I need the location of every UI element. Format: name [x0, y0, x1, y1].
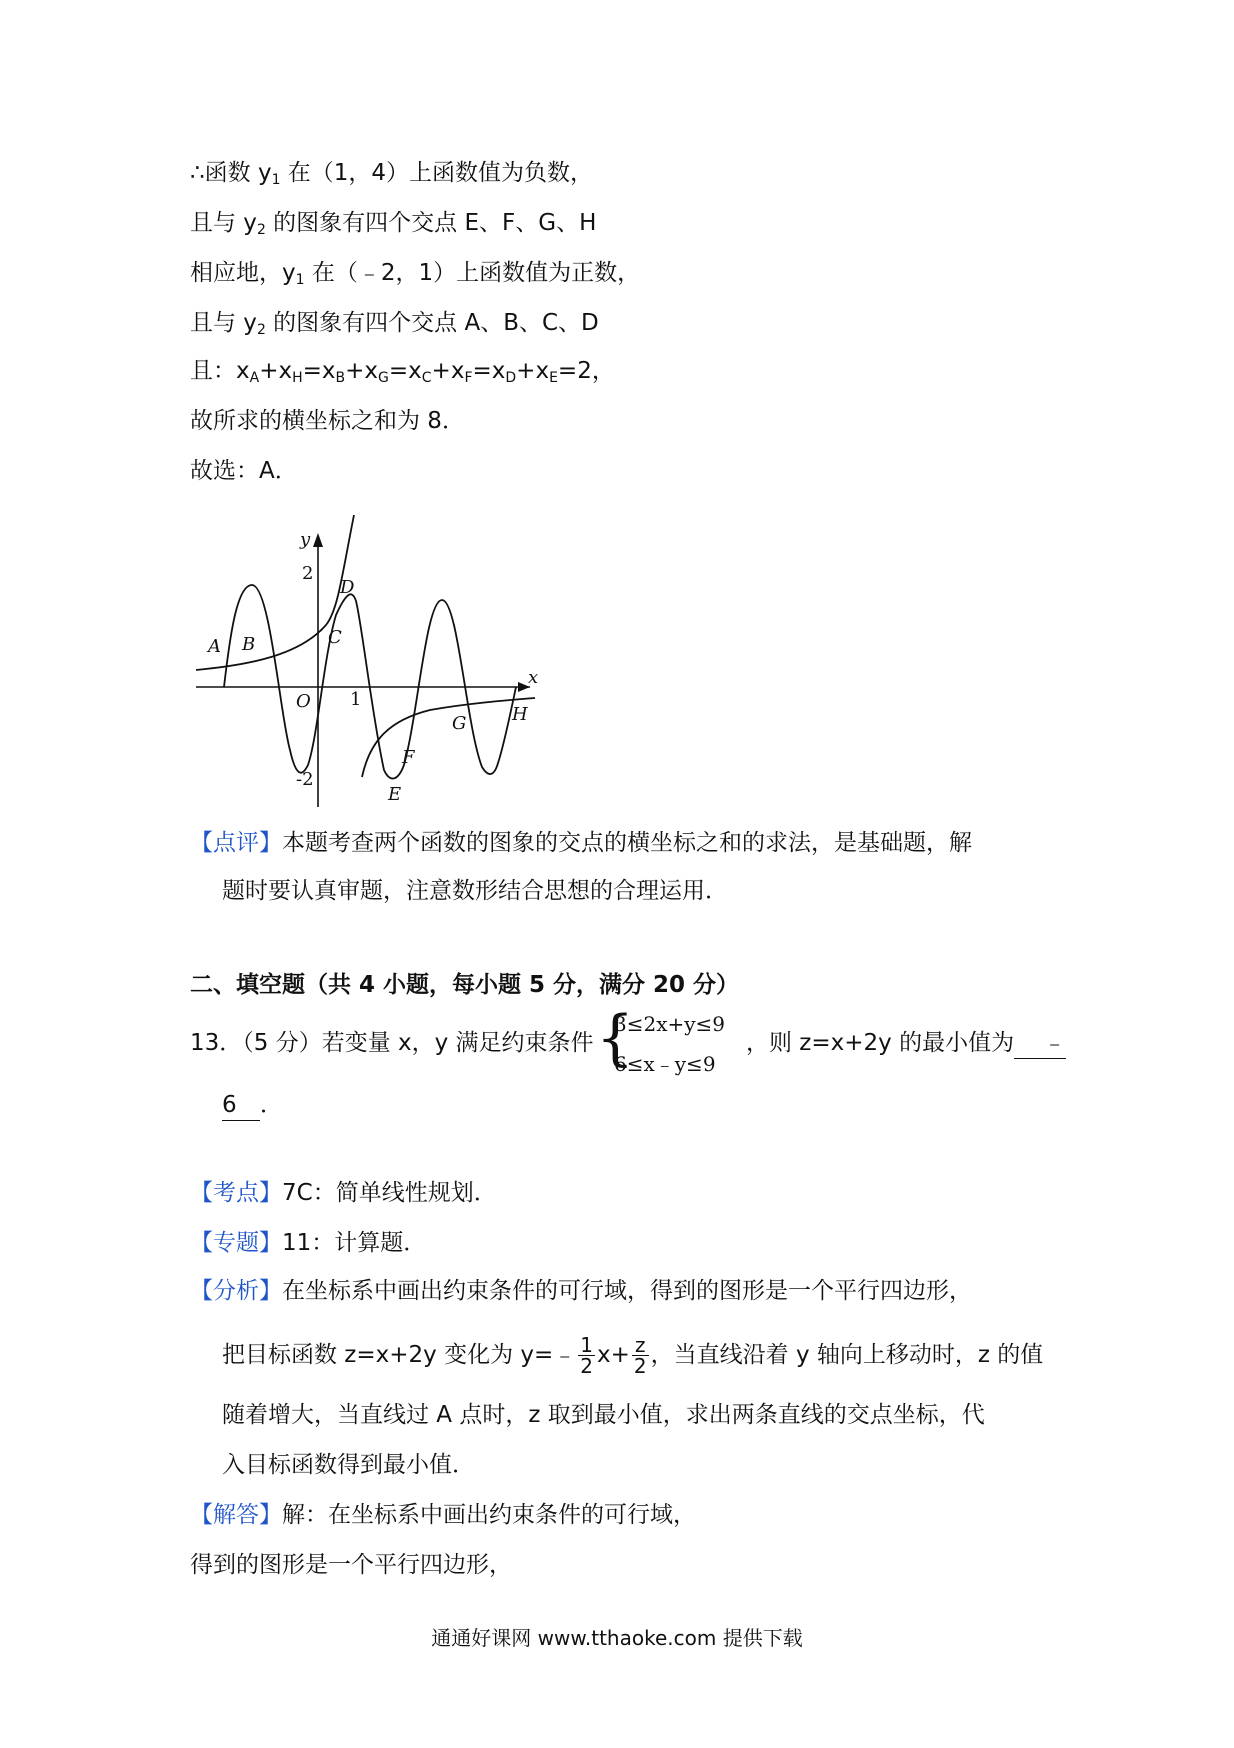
fraction-one-half: $\frac{1}{2}$	[580, 1333, 594, 1378]
tick-label-1: 1	[350, 689, 362, 710]
curve-y1-right	[362, 698, 535, 777]
zhuanti-tag: 【专题】	[190, 1230, 282, 1256]
constraint-system	[596, 1003, 726, 1080]
kaodian-line: 【考点】7C：简单线性规划．	[190, 1180, 497, 1206]
y-axis-label: y	[300, 529, 311, 550]
kaodian-tag: 【考点】	[190, 1180, 282, 1206]
fenxi-line-1: 【分析】在坐标系中画出约束条件的可行域，得到的图形是一个平行四边形，	[190, 1278, 972, 1304]
answer-blank-part2: 6	[222, 1090, 260, 1121]
comment-tag: 【点评】	[190, 830, 282, 856]
point-label-h: H	[512, 704, 528, 725]
point-label-f: F	[402, 747, 415, 768]
point-label-d: D	[340, 577, 355, 598]
question-13-suffix: ，则 z=x+2y 的最小值为 ﹣	[746, 1028, 1066, 1059]
constraint-2: 6≤x﹣y≤9	[614, 1052, 716, 1076]
point-label-b: B	[242, 634, 256, 655]
solution-line-2: 且与 $y_2$ 的图象有四个交点 E、F、G、H	[190, 210, 597, 238]
solution-line-5: 且：$x_A+x_H=x_B+x_G=x_C+x_F=x_D+x_E=2$，	[190, 358, 615, 386]
solution-line-7: 故选：A．	[190, 458, 298, 484]
section-title: 二、填空题（共 4 小题，每小题 5 分，满分 20 分）	[190, 972, 740, 998]
solution-line-3: 相应地，$y_1$ 在（﹣2，1）上函数值为正数，	[190, 260, 641, 288]
jieda-line-2: 得到的图形是一个平行四边形，	[190, 1552, 512, 1578]
fenxi-line-3: 随着增大，当直线过 A 点时，z 取到最小值，求出两条直线的交点坐标，代	[222, 1402, 985, 1428]
comment-line-2: 题时要认真审题，注意数形结合思想的合理运用．	[222, 878, 728, 904]
comment-line-1: 【点评】本题考查两个函数的图象的交点的横坐标之和的求法，是基础题，解	[190, 830, 972, 856]
brace-glyph: {	[596, 1003, 635, 1073]
jieda-tag: 【解答】	[190, 1502, 282, 1528]
question-13-line: 13．（5 分）若变量 x，y 满足约束条件	[190, 1030, 594, 1056]
y-axis-arrow-icon	[313, 533, 323, 547]
page-footer: 通通好课网 www.tthaoke.com 提供下载	[431, 1626, 803, 1650]
tick-label-neg-2: -2	[296, 769, 314, 790]
fenxi-tag: 【分析】	[190, 1278, 282, 1304]
x-axis-label: x	[528, 667, 539, 688]
fenxi-line-4: 入目标函数得到最小值．	[222, 1452, 475, 1478]
point-label-g: G	[452, 713, 467, 734]
point-label-e: E	[388, 784, 402, 805]
fenxi-line-2: 把目标函数 z=x+2y 变化为 y=﹣ $\frac{1}{2}$ x+ $\frac{z}{2}$ ，当直线沿着 y 轴向上移动时，z 的值	[222, 1333, 1044, 1378]
solution-line-4: 且与 $y_2$ 的图象有四个交点 A、B、C、D	[190, 310, 599, 338]
point-label-a: A	[208, 636, 221, 657]
solution-line-6: 故所求的横坐标之和为 8．	[190, 408, 465, 434]
question-13-answer-line: 6 ．	[222, 1090, 283, 1121]
curve-y2	[224, 585, 516, 779]
zhuanti-line: 【专题】11：计算题．	[190, 1230, 427, 1256]
solution-line-1: ∴函数 $y_1$ 在（1，4）上函数值为负数，	[190, 160, 594, 188]
answer-blank-part1: ﹣	[1014, 1028, 1066, 1059]
tick-label-2: 2	[302, 563, 314, 584]
origin-label: O	[296, 691, 311, 712]
jieda-line-1: 【解答】解：在坐标系中画出约束条件的可行域，	[190, 1502, 696, 1528]
function-graph-figure	[190, 515, 560, 810]
fraction-z-half: $\frac{z}{2}$	[633, 1333, 647, 1378]
constraint-1: 3≤2x+y≤9	[614, 1012, 726, 1036]
point-label-c: C	[328, 627, 342, 648]
